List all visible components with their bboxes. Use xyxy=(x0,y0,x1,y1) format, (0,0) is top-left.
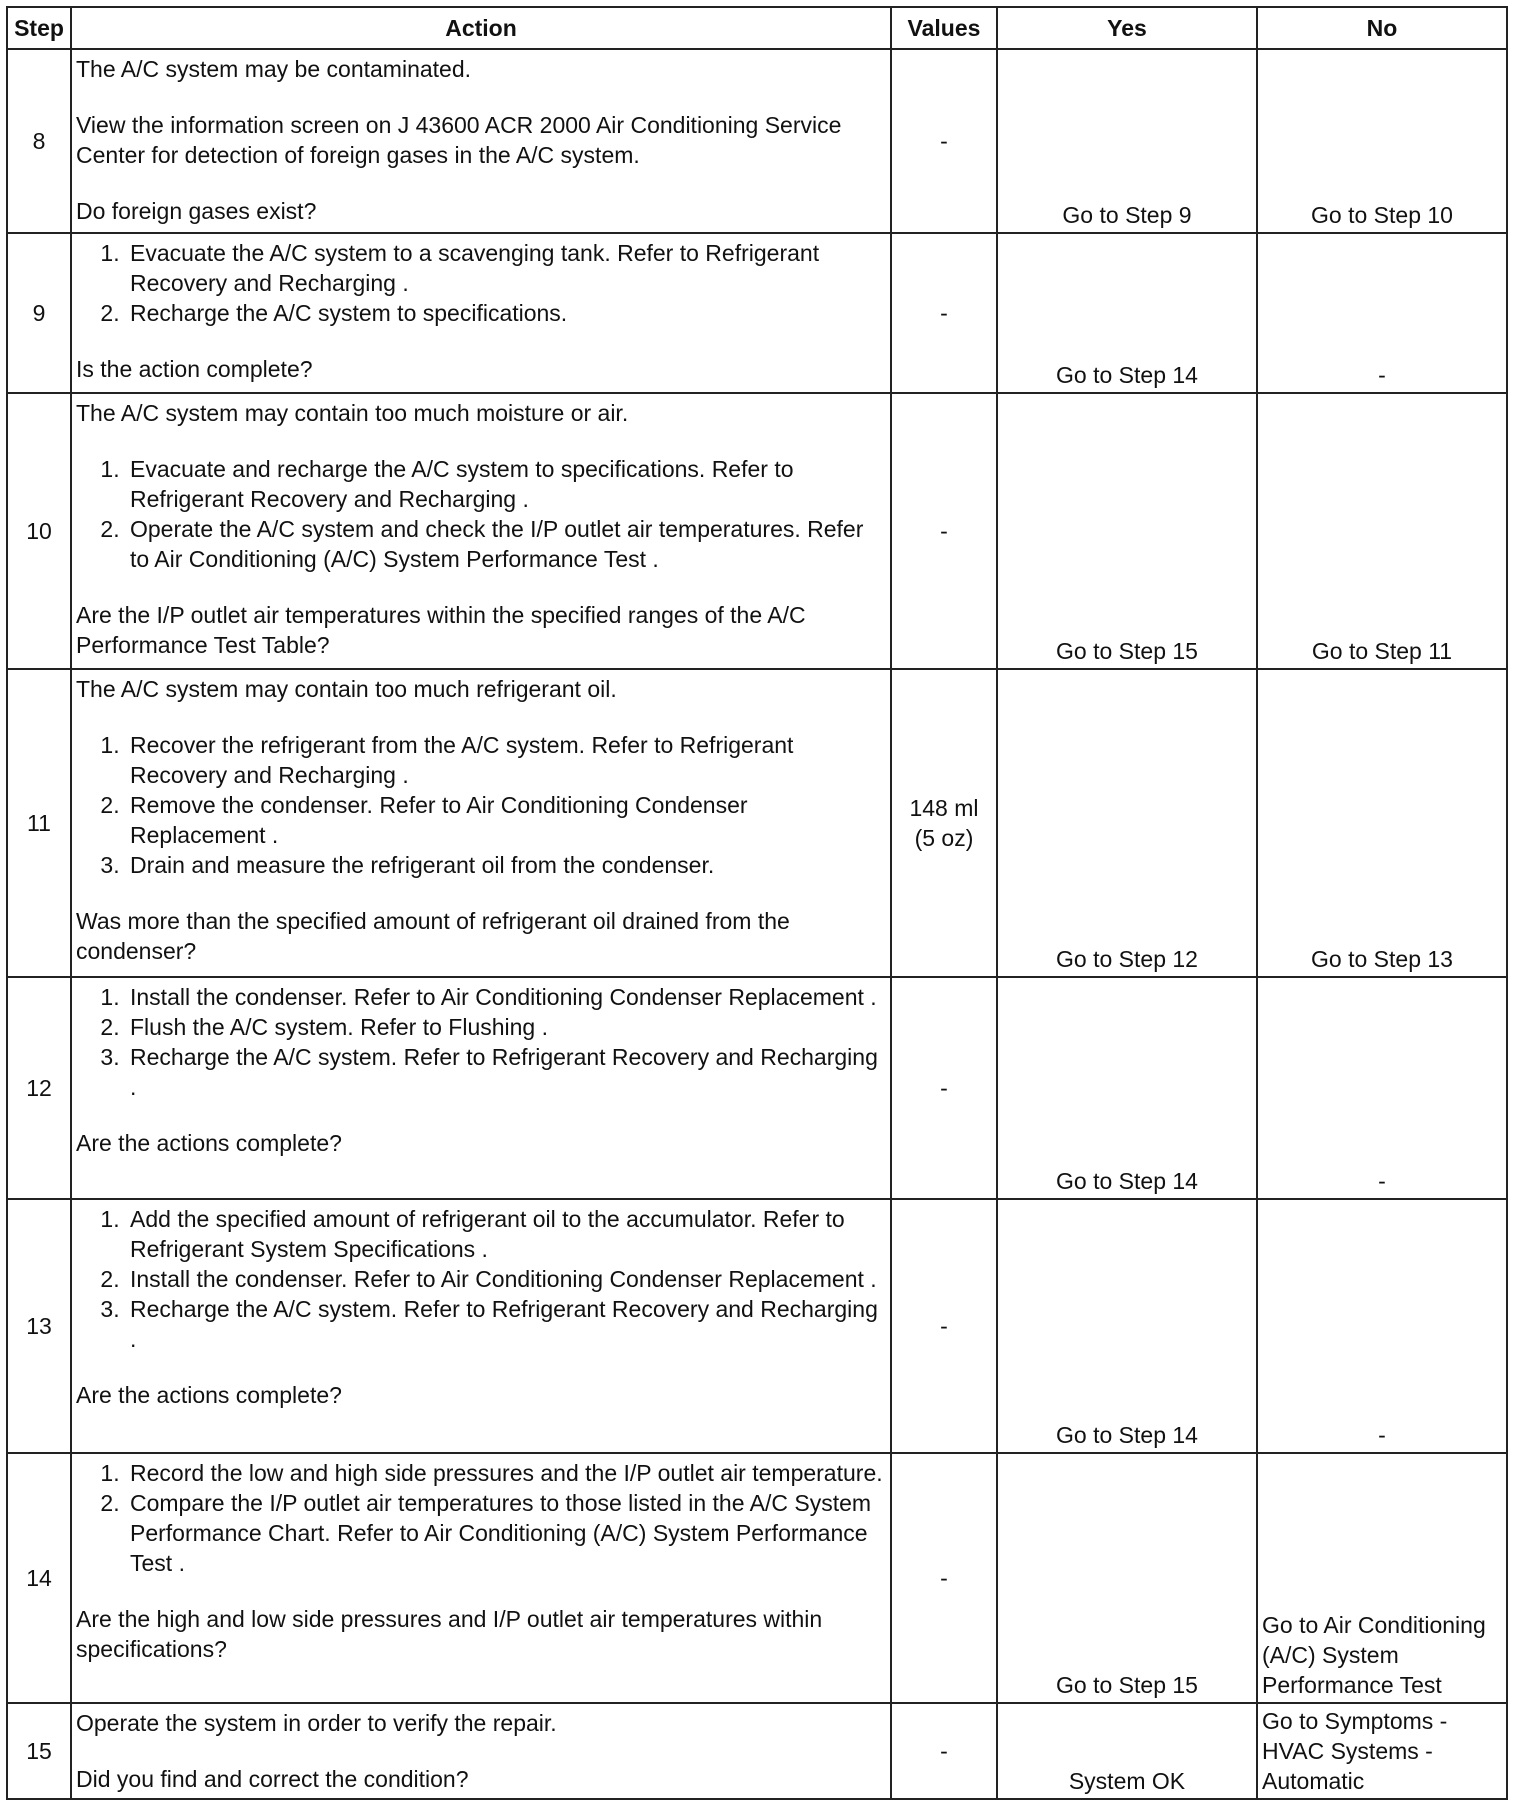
value-cell: - xyxy=(891,1703,997,1799)
step-number: 13 xyxy=(7,1199,71,1453)
list-item: 2. Flush the A/C system. Refer to Flushing . xyxy=(126,1012,886,1042)
yes-cell: Go to Step 15 xyxy=(997,393,1257,669)
step-number: 12 xyxy=(7,977,71,1199)
action-cell xyxy=(71,1199,891,1453)
action-cell xyxy=(71,669,891,977)
no-cell: - xyxy=(1257,1199,1507,1453)
list-item: 1. Install the condenser. Refer to Air Conditioning Condenser Replacement . xyxy=(126,982,886,1012)
action-cell xyxy=(71,977,891,1199)
header-action: Action xyxy=(71,7,891,49)
step-number: 14 xyxy=(7,1453,71,1703)
list-item: 2. Recharge the A/C system to specifications. xyxy=(126,298,886,328)
value-cell: - xyxy=(891,1199,997,1453)
no-cell: Go to Step 11 xyxy=(1257,393,1507,669)
table-row xyxy=(7,1453,1507,1703)
action-intro: Operate the system in order to verify the repair. xyxy=(76,1710,557,1736)
action-steps-list xyxy=(76,238,886,328)
step-number: 15 xyxy=(7,1703,71,1799)
list-item: 2. Operate the A/C system and check the I/P outlet air temperatures. Refer to Air Conditioning (A/C) System Performance Test . xyxy=(126,514,886,574)
step-number: 8 xyxy=(7,49,71,233)
action-intro: The A/C system may be contaminated. xyxy=(76,56,472,82)
no-cell: Go to Step 10 xyxy=(1257,49,1507,233)
list-item: 2. Install the condenser. Refer to Air Conditioning Condenser Replacement . xyxy=(126,1264,886,1294)
no-cell: Go to Step 13 xyxy=(1257,669,1507,977)
action-question: Is the action complete? xyxy=(76,356,313,382)
yes-cell: System OK xyxy=(997,1703,1257,1799)
header-row xyxy=(7,7,1507,49)
action-steps-list xyxy=(76,1204,886,1354)
yes-cell: Go to Step 14 xyxy=(997,977,1257,1199)
list-item: 1. Record the low and high side pressures and the I/P outlet air temperature. xyxy=(126,1458,886,1488)
yes-cell: Go to Step 15 xyxy=(997,1453,1257,1703)
list-item: 3. Recharge the A/C system. Refer to Refrigerant Recovery and Recharging . xyxy=(126,1042,886,1102)
step-number: 11 xyxy=(7,669,71,977)
table-row xyxy=(7,1703,1507,1799)
list-item: 3. Recharge the A/C system. Refer to Refrigerant Recovery and Recharging . xyxy=(126,1294,886,1354)
step-number: 10 xyxy=(7,393,71,669)
action-steps-list xyxy=(76,982,886,1102)
action-question: Do foreign gases exist? xyxy=(76,198,317,224)
list-item: 3. Drain and measure the refrigerant oil from the condenser. xyxy=(126,850,886,880)
action-cell xyxy=(71,1453,891,1703)
action-question: Are the I/P outlet air temperatures within the specified ranges of the A/C Performance Test Table? xyxy=(76,602,806,658)
table-row xyxy=(7,977,1507,1199)
action-cell xyxy=(71,1703,891,1799)
action-cell xyxy=(71,49,891,233)
value-imperial: (5 oz) xyxy=(914,825,974,851)
table-row xyxy=(7,233,1507,393)
header-values: Values xyxy=(891,7,997,49)
action-steps-list xyxy=(76,730,886,880)
no-cell: - xyxy=(1257,233,1507,393)
action-question: Are the actions complete? xyxy=(76,1130,342,1156)
action-steps-list xyxy=(76,454,886,574)
table-row xyxy=(7,1199,1507,1453)
action-cell xyxy=(71,233,891,393)
action-intro: The A/C system may contain too much refrigerant oil. xyxy=(76,676,617,702)
header-step: Step xyxy=(7,7,71,49)
value-cell: - xyxy=(891,1453,997,1703)
yes-cell: Go to Step 12 xyxy=(997,669,1257,977)
list-item: 1. Evacuate the A/C system to a scavenging tank. Refer to Refrigerant Recovery and Recharging . xyxy=(126,238,886,298)
no-cell: Go to Symptoms - HVAC Systems - Automatic xyxy=(1257,1703,1507,1799)
action-question: Did you find and correct the condition? xyxy=(76,1766,469,1792)
no-cell: - xyxy=(1257,977,1507,1199)
list-item: 1. Evacuate and recharge the A/C system to specifications. Refer to Refrigerant Recovery and Recharging . xyxy=(126,454,886,514)
action-question: Are the actions complete? xyxy=(76,1382,342,1408)
value-metric: 148 ml xyxy=(909,795,979,821)
step-number: 9 xyxy=(7,233,71,393)
table-row xyxy=(7,49,1507,233)
value-cell: - xyxy=(891,233,997,393)
value-cell: - xyxy=(891,977,997,1199)
action-steps-list xyxy=(76,1458,886,1578)
yes-cell: Go to Step 14 xyxy=(997,233,1257,393)
action-cell xyxy=(71,393,891,669)
yes-cell: Go to Step 9 xyxy=(997,49,1257,233)
list-item: 2. Compare the I/P outlet air temperatures to those listed in the A/C System Performance Chart. Refer to Air Conditioning (A/C) System Performance Test . xyxy=(126,1488,886,1578)
table-row xyxy=(7,669,1507,977)
action-question: Are the high and low side pressures and I/P outlet air temperatures within specifications? xyxy=(76,1606,823,1662)
header-no: No xyxy=(1257,7,1507,49)
yes-cell: Go to Step 14 xyxy=(997,1199,1257,1453)
diagnostic-table xyxy=(6,6,1508,1800)
value-cell: - xyxy=(891,49,997,233)
value-cell: - xyxy=(891,393,997,669)
action-text: View the information screen on J 43600 ACR 2000 Air Conditioning Service Center for detection of foreign gases in the A/C system. xyxy=(76,112,842,168)
header-yes: Yes xyxy=(997,7,1257,49)
list-item: 1. Recover the refrigerant from the A/C system. Refer to Refrigerant Recovery and Recharging . xyxy=(126,730,886,790)
list-item: 2. Remove the condenser. Refer to Air Conditioning Condenser Replacement . xyxy=(126,790,886,850)
value-cell xyxy=(891,669,997,977)
list-item: 1. Add the specified amount of refrigerant oil to the accumulator. Refer to Refrigerant System Specifications . xyxy=(126,1204,886,1264)
action-question: Was more than the specified amount of refrigerant oil drained from the condenser? xyxy=(76,908,790,964)
action-intro: The A/C system may contain too much moisture or air. xyxy=(76,400,629,426)
table-row xyxy=(7,393,1507,669)
no-cell: Go to Air Conditioning (A/C) System Performance Test xyxy=(1257,1453,1507,1703)
